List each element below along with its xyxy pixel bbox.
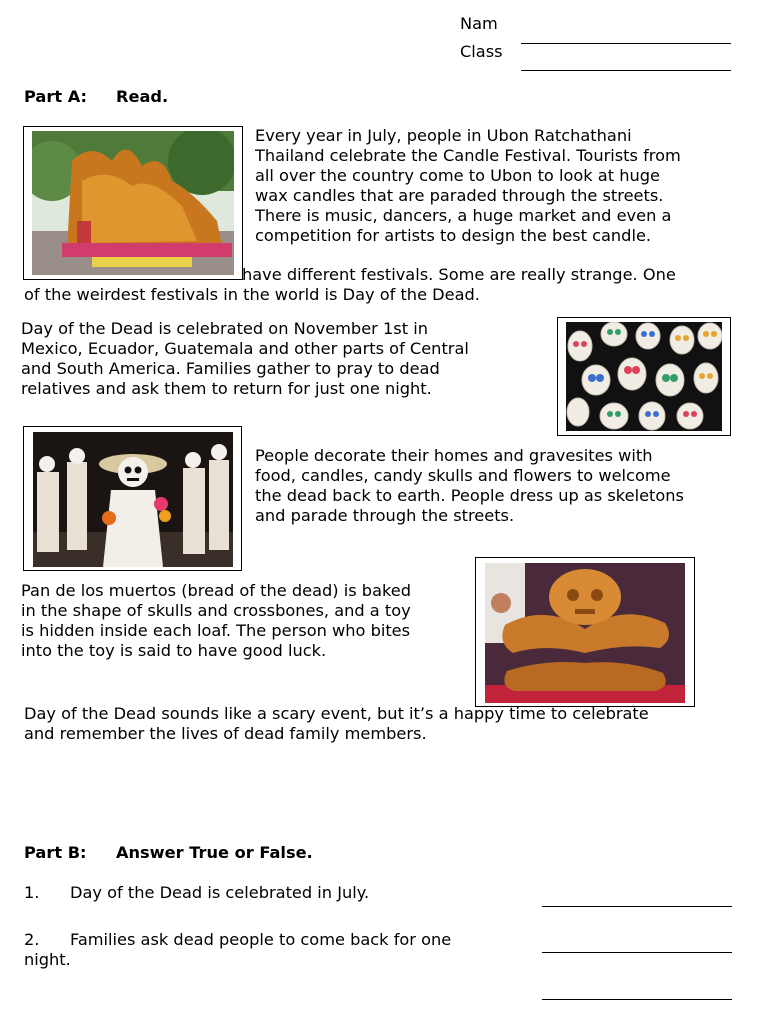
sugar-skulls-photo	[557, 317, 731, 436]
decorate-paragraph-line: People decorate their homes and gravesites with	[255, 446, 653, 465]
decorate-paragraph-line: food, candles, candy skulls and flowers to welcome	[255, 466, 671, 485]
bread-of-the-dead-photo	[475, 557, 695, 707]
closing-paragraph-line-2: and remember the lives of dead family members.	[24, 724, 427, 743]
sugar-skulls-image	[566, 322, 722, 431]
decorate-paragraph-line: the dead back to earth. People dress up as skeletons	[255, 486, 684, 505]
name-answer-line[interactable]	[521, 43, 731, 44]
candle-festival-photo	[23, 126, 243, 280]
bread-paragraph-line: Pan de los muertos (bread of the dead) is baked	[21, 581, 412, 600]
question-1-answer-line[interactable]	[542, 906, 732, 907]
festivals-paragraph-line-2: of the weirdest festivals in the world is Day of the Dead.	[24, 285, 480, 304]
question-2-answer-line[interactable]	[542, 952, 732, 953]
question-2-number: 2.	[24, 930, 40, 949]
celebrated-paragraph-line: relatives and ask them to return for just one night.	[21, 379, 432, 398]
question-1-number: 1.	[24, 883, 40, 902]
name-label: Nam	[460, 14, 498, 33]
candle-paragraph-line: wax candles that are paraded through the streets.	[255, 186, 664, 205]
decorate-paragraph	[255, 446, 684, 526]
class-label: Class	[460, 42, 503, 61]
question-3-answer-line[interactable]	[542, 999, 732, 1000]
part-a-heading: Part A:	[24, 87, 88, 106]
class-answer-line[interactable]	[521, 70, 731, 71]
festivals-paragraph-line-1: have different festivals. Some are really strange. One	[242, 265, 676, 284]
part-b-instruction: Answer True or False.	[116, 843, 313, 862]
closing-paragraph-line-1: Day of the Dead sounds like a scary event, but it’s a happy time to celebrate	[24, 704, 649, 723]
celebrated-paragraph-line: Day of the Dead is celebrated on November 1st in	[21, 319, 428, 338]
candle-paragraph-line: Every year in July, people in Ubon Ratchathani	[255, 126, 632, 145]
skeleton-parade-image	[33, 432, 233, 567]
candle-paragraph-line: Thailand celebrate the Candle Festival. Tourists from	[255, 146, 681, 165]
candle-paragraph-line: There is music, dancers, a huge market and even a	[255, 206, 672, 225]
candle-festival-image	[32, 131, 234, 275]
skeleton-parade-photo	[23, 426, 242, 571]
candle-paragraph-line: all over the country come to Ubon to look at huge	[255, 166, 660, 185]
question-1-text: Day of the Dead is celebrated in July.	[70, 883, 370, 902]
celebrated-paragraph	[21, 319, 469, 399]
question-2-text-continued: night.	[24, 950, 71, 969]
bread-paragraph	[21, 581, 411, 661]
part-b-heading: Part B:	[24, 843, 87, 862]
candle-paragraph-line: competition for artists to design the best candle.	[255, 226, 652, 245]
decorate-paragraph-line: and parade through the streets.	[255, 506, 515, 525]
bread-of-the-dead-image	[485, 563, 685, 703]
bread-paragraph-line: in the shape of skulls and crossbones, and a toy	[21, 601, 411, 620]
bread-paragraph-line: into the toy is said to have good luck.	[21, 641, 327, 660]
question-2-text: Families ask dead people to come back for one	[70, 930, 452, 949]
candle-festival-paragraph	[255, 126, 681, 246]
part-a-instruction: Read.	[116, 87, 169, 106]
celebrated-paragraph-line: and South America. Families gather to pray to dead	[21, 359, 440, 378]
celebrated-paragraph-line: Mexico, Ecuador, Guatemala and other parts of Central	[21, 339, 469, 358]
bread-paragraph-line: is hidden inside each loaf. The person who bites	[21, 621, 411, 640]
